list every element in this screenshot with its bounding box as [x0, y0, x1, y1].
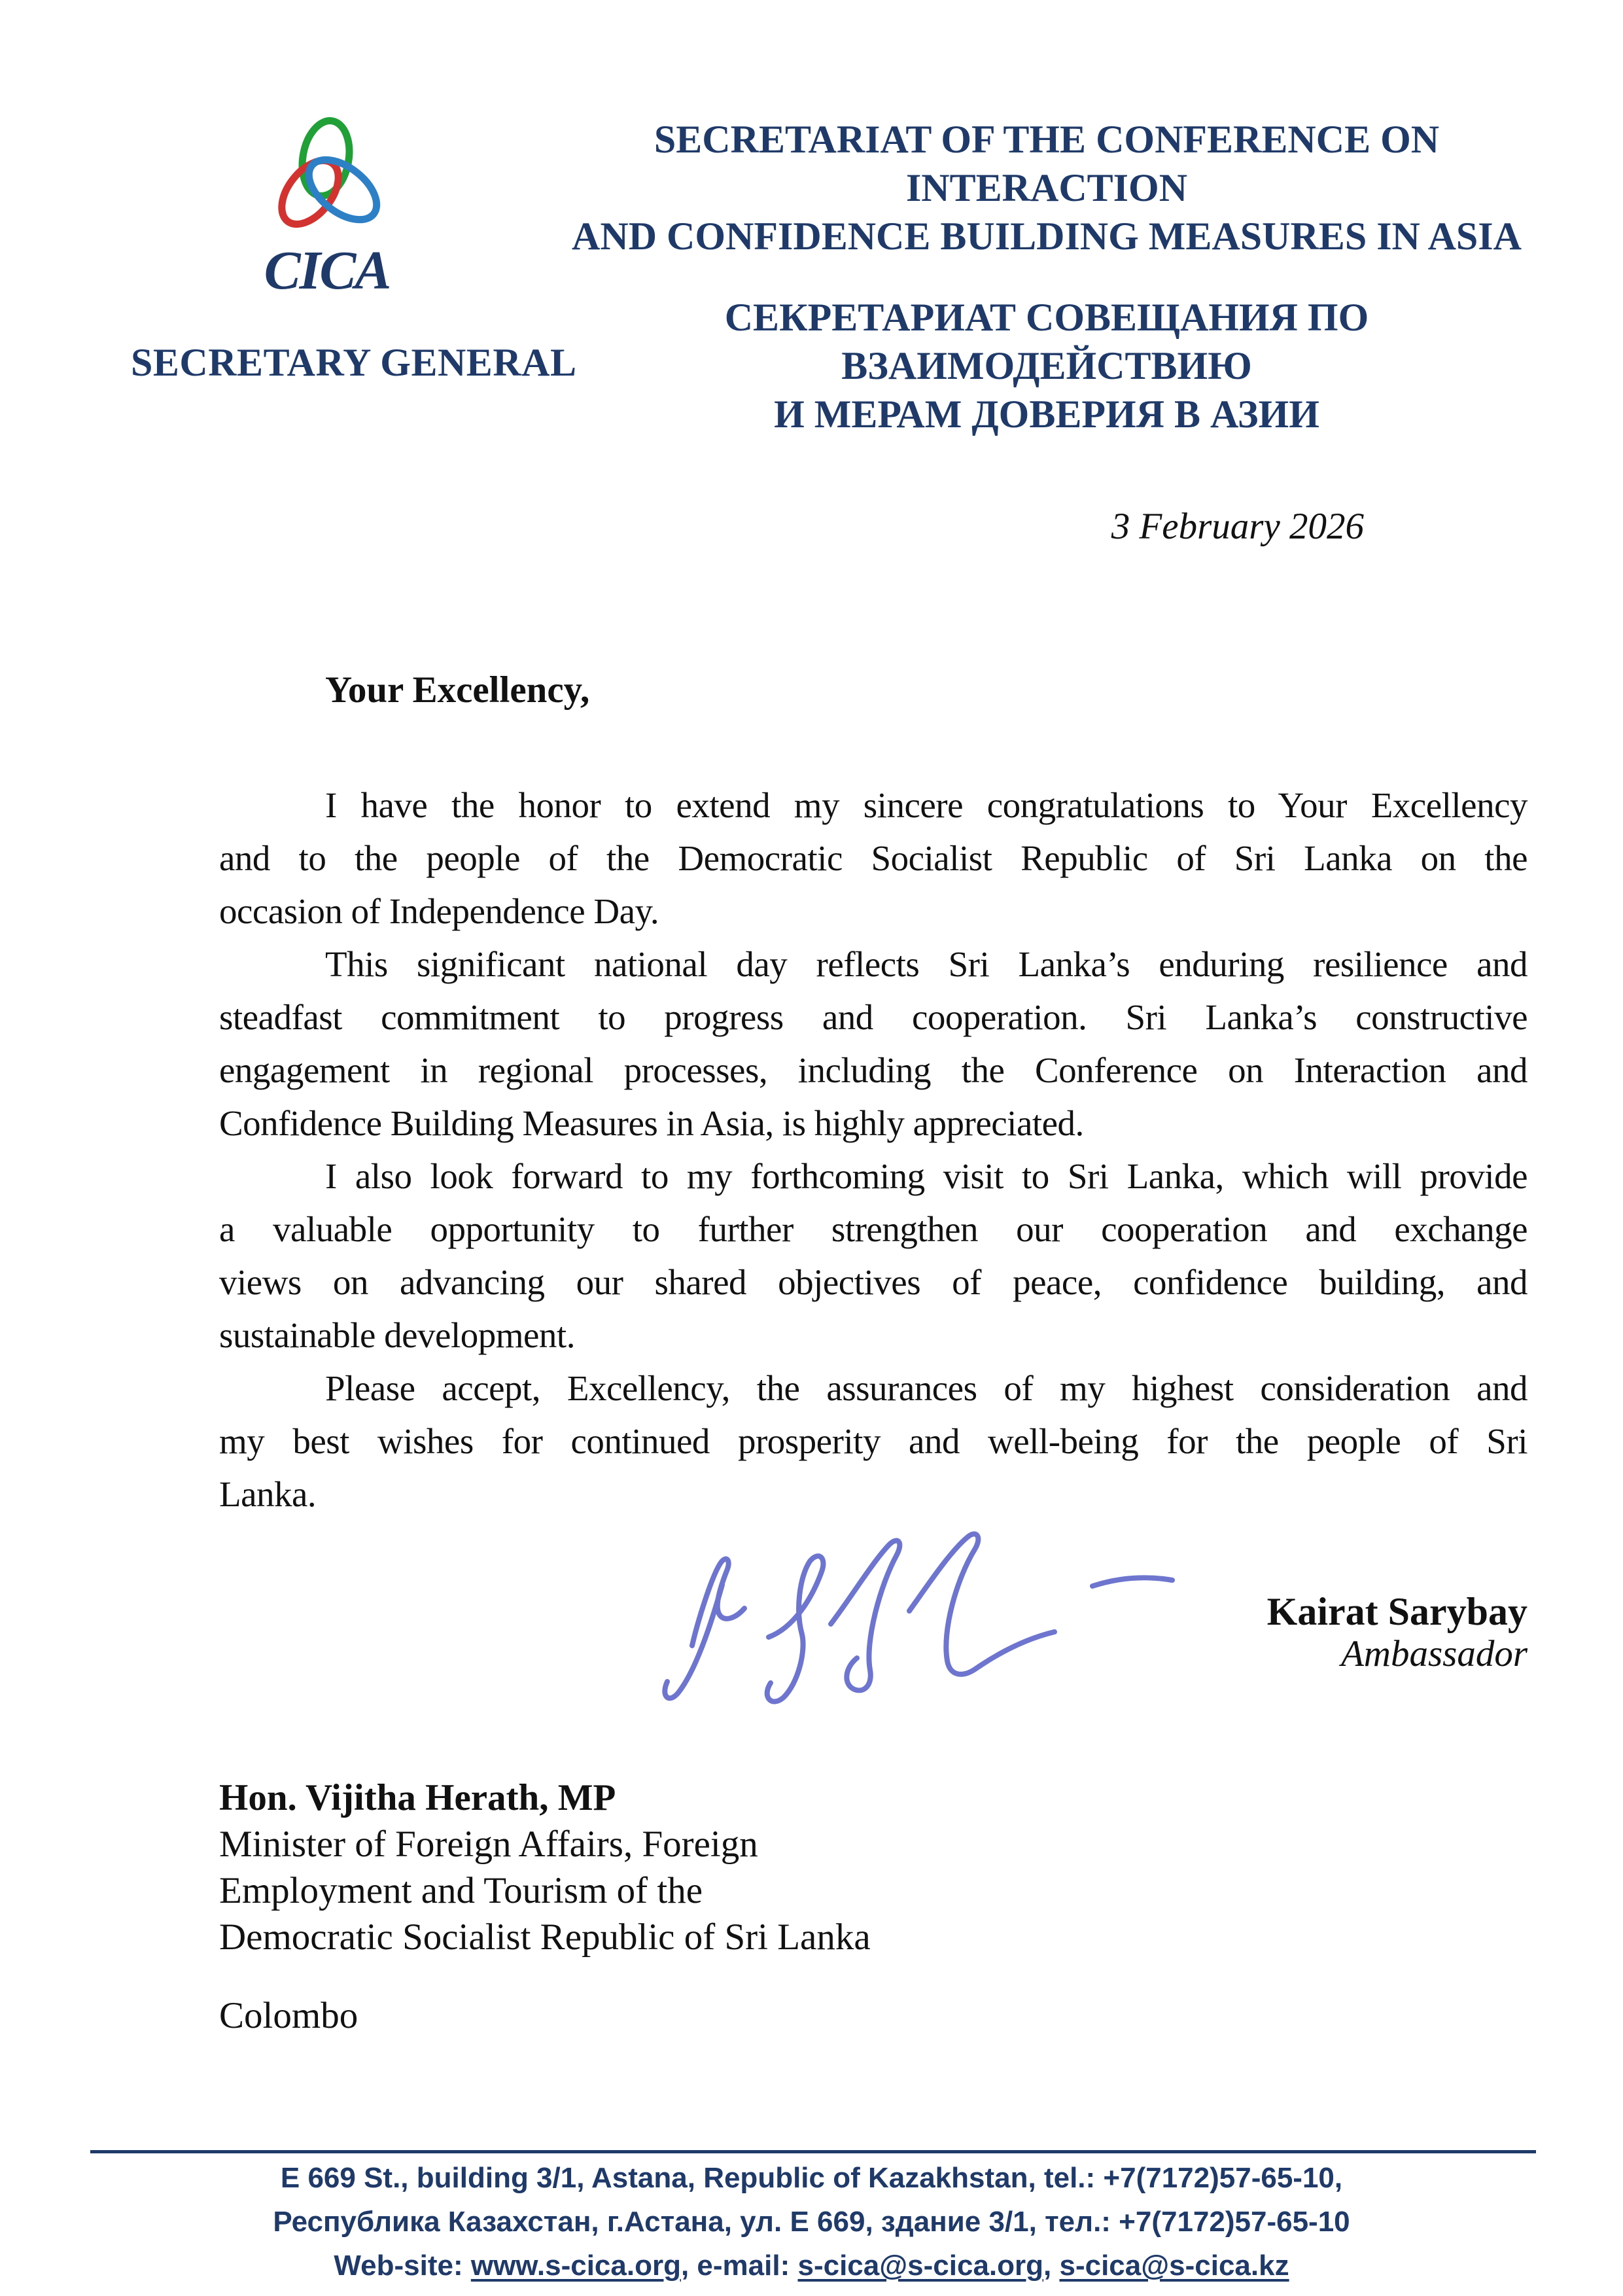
title-en-line1: SECRETARIAT OF THE CONFERENCE ON INTERACTION [654, 118, 1440, 209]
paragraph-line: Please accept, Excellency, the assurances of my highest consideration and [325, 1368, 1527, 1408]
footer-address-en: E 669 St., building 3/1, Astana, Republic of Kazakhstan, tel.: +7(7172)57-65-10, [280, 2162, 1343, 2194]
secretary-general-label: SECRETARY GENERAL [131, 341, 577, 384]
paragraph-line: This significant national day reflects Sri Lanka’s enduring resilience and [325, 944, 1527, 984]
email-link-1[interactable]: s-cica@s-cica.org [797, 2250, 1044, 2282]
footer-website-label: Web-site: [334, 2250, 471, 2282]
addressee-name: Hon. Vijitha Herath, MP [219, 1777, 616, 1818]
salutation: Your Excellency, [325, 669, 590, 711]
signer-title: Ambassador [1340, 1633, 1527, 1674]
paragraph-line: sustainable development. [219, 1315, 575, 1355]
website-link[interactable]: www.s-cica.org [470, 2250, 681, 2282]
title-spacer [556, 260, 1537, 293]
footer-links-line [0, 2244, 1623, 2287]
paragraph-line: occasion of Independence Day. [219, 891, 659, 931]
paragraph-line: I have the honor to extend my sincere congratulations to Your Excellency [325, 785, 1527, 825]
paragraph-line: my best wishes for continued prosperity and well-being for the people of Sri [219, 1421, 1527, 1461]
addressee-city: Colombo [219, 1995, 358, 2036]
paragraph-line: engagement in regional processes, including the Conference on Interaction and [219, 1050, 1527, 1090]
letterhead-logo [131, 111, 523, 301]
title-ru-line2: И МЕРАМ ДОВЕРИЯ В АЗИИ [774, 393, 1319, 436]
signer-name: Kairat Sarybay [1266, 1590, 1527, 1633]
logo-wordmark: CICA [264, 240, 391, 301]
addressee-line: Democratic Socialist Republic of Sri Lanka [219, 1916, 871, 1958]
paragraph-line: and to the people of the Democratic Socialist Republic of Sri Lanka on the [219, 838, 1527, 878]
footer-divider [90, 2150, 1536, 2153]
addressee-block [219, 1775, 1527, 1960]
paragraph-line: views on advancing our shared objectives of peace, confidence building, and [219, 1262, 1527, 1302]
title-en-line2: AND CONFIDENCE BUILDING MEASURES IN ASIA [572, 215, 1522, 258]
paragraph-line: steadfast commitment to progress and cooperation. Sri Lanka’s constructive [219, 997, 1527, 1037]
footer-address-ru: Республика Казахстан, г.Астана, ул. Е 669, здание 3/1, тел.: +7(7172)57-65-10 [273, 2206, 1350, 2238]
addressee-line: Minister of Foreign Affairs, Foreign [219, 1824, 758, 1865]
signer-block [219, 1590, 1527, 1675]
paragraph-line: Confidence Building Measures in Asia, is highly appreciated. [219, 1103, 1084, 1143]
paragraph-line: I also look forward to my forthcoming visit to Sri Lanka, which will provide [325, 1156, 1527, 1196]
footer-link-separator: , [1043, 2250, 1060, 2282]
letterhead-titles [556, 115, 1537, 438]
paragraph-line: a valuable opportunity to further strengthen our cooperation and exchange [219, 1209, 1527, 1249]
letter-date: 3 February 2026 [1111, 506, 1364, 547]
title-ru-line1: СЕКРЕТАРИАТ СОВЕЩАНИЯ ПО ВЗАИМОДЕЙСТВИЮ [724, 296, 1369, 387]
paragraph-line: Lanka. [219, 1474, 317, 1514]
letter-body [219, 779, 1527, 1521]
footer [0, 2156, 1623, 2287]
addressee-line: Employment and Tourism of the [219, 1870, 703, 1911]
footer-email-label: , e-mail: [680, 2250, 798, 2282]
email-link-2[interactable]: s-cica@s-cica.kz [1059, 2250, 1289, 2282]
cica-knot-icon [268, 111, 386, 245]
